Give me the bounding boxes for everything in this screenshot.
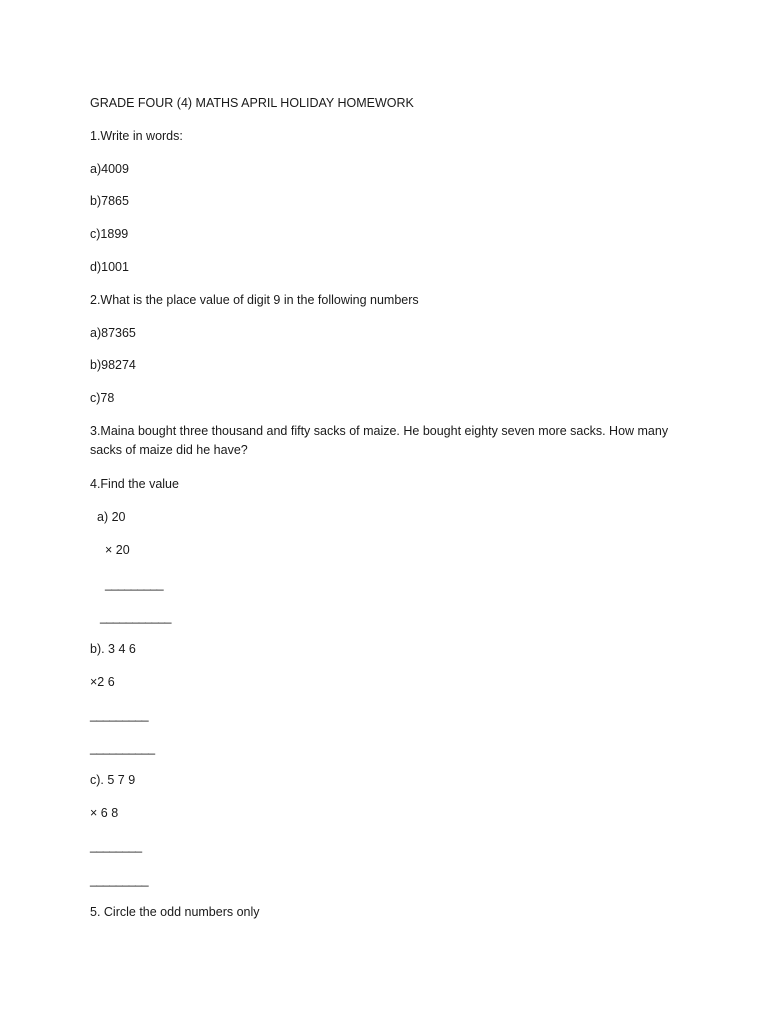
question-4a-answer-line: _________ [105, 577, 164, 591]
document-title: GRADE FOUR (4) MATHS APRIL HOLIDAY HOMEWORK [90, 96, 414, 110]
question-4a-result-line: ___________ [100, 610, 171, 624]
question-4c-multiplier: × 6 8 [90, 806, 119, 820]
question-4a-multiplier: × 20 [105, 543, 130, 557]
question-4b-multiplicand: b). 3 4 6 [90, 642, 136, 656]
question-4b-answer-line: _________ [90, 708, 149, 722]
question-1-item-c: c)1899 [90, 227, 129, 241]
question-2-heading: 2.What is the place value of digit 9 in the following numbers [90, 293, 419, 307]
question-4c-result-line: _________ [90, 873, 149, 887]
question-1-heading: 1.Write in words: [90, 129, 183, 143]
question-4c-answer-line: ________ [90, 839, 142, 853]
question-5-heading: 5. Circle the odd numbers only [90, 905, 260, 919]
question-4a-multiplicand: a) 20 [97, 510, 126, 524]
question-1-item-a: a)4009 [90, 162, 129, 176]
question-4b-result-line: __________ [90, 741, 155, 755]
question-3-text: 3.Maina bought three thousand and fifty sacks of maize. He bought eighty seven more sacks. How many sacks of maize did he have? [90, 424, 669, 457]
question-4c-multiplicand: c). 5 7 9 [90, 773, 136, 787]
question-4b-multiplier: ×2 6 [90, 675, 115, 689]
question-4-heading: 4.Find the value [90, 477, 179, 491]
question-1-item-d: d)1001 [90, 260, 129, 274]
question-2-item-b: b)98274 [90, 358, 136, 372]
question-1-item-b: b)7865 [90, 194, 129, 208]
question-2-item-c: c)78 [90, 391, 115, 405]
question-2-item-a: a)87365 [90, 326, 136, 340]
